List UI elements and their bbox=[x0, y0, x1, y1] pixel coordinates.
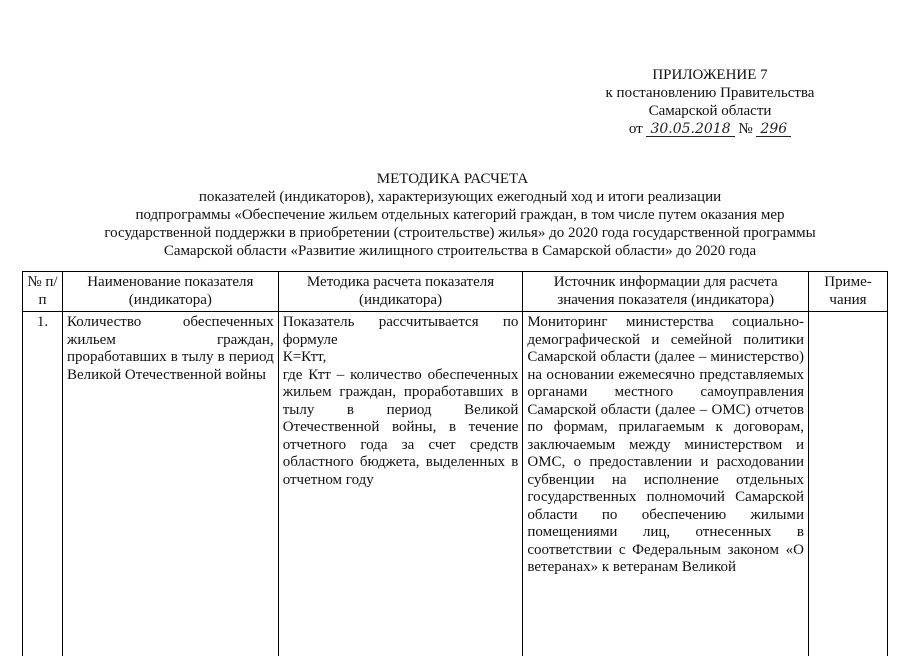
appendix-region: Самарской области bbox=[560, 102, 860, 120]
header-notes: Приме-чания bbox=[809, 272, 888, 312]
method-description: где Ктт – количество обеспеченных жильем граждан, проработавших в тылу в период Великой Отечественной войны, в течение отчетного года за счет средств областного бюджета, выделенных в отчетном году bbox=[283, 367, 519, 488]
header-indicator-name: Наименование показателя (индикатора) bbox=[62, 272, 278, 312]
handwritten-date: 30.05.2018 bbox=[646, 122, 734, 137]
date-prefix: от bbox=[629, 121, 643, 137]
header-source: Источник информации для расчета значения показателя (индикатора) bbox=[523, 272, 809, 312]
header-num: № п/п bbox=[23, 272, 63, 312]
subtitle-line: государственной поддержки в приобретении (строительстве) жилья» до 2020 года государственной программы bbox=[40, 224, 880, 242]
method-formula: К=Ктт, bbox=[283, 349, 519, 367]
method-cell bbox=[278, 312, 523, 656]
appendix-decree-ref: к постановлению Правительства bbox=[560, 84, 860, 102]
header-method: Методика расчета показателя (индикатора) bbox=[278, 272, 523, 312]
appendix-date-line bbox=[560, 120, 860, 138]
appendix-block bbox=[560, 66, 860, 138]
row-number: 1. bbox=[23, 312, 63, 656]
method-intro: Показатель рассчитывается по формуле bbox=[283, 314, 519, 348]
table-header-row bbox=[23, 272, 888, 312]
notes-cell bbox=[809, 312, 888, 656]
methodology-table bbox=[22, 271, 888, 656]
subtitle-line: подпрограммы «Обеспечение жильем отдельных категорий граждан, в том числе путем оказания мер bbox=[40, 206, 880, 224]
indicator-name-cell: Количество обеспеченных жильем граждан, проработавших в тылу в период Великой Отечественной войны bbox=[62, 312, 278, 656]
subtitle-line: показателей (индикаторов), характеризующих ежегодный ход и итоги реализации bbox=[40, 188, 880, 206]
subtitle-line: Самарской области «Развитие жилищного строительства в Самарской области» до 2020 года bbox=[40, 242, 880, 260]
table-row bbox=[23, 312, 888, 656]
document-title: МЕТОДИКА РАСЧЕТА bbox=[0, 170, 905, 188]
document-subtitle bbox=[40, 188, 880, 260]
source-cell: Мониторинг министерства социально-демографической и семейной политики Самарской области (далее – министерство) на основании ежемесячно представляемых органами местного самоуправления Самарской области (далее – ОМС) отчетов по формам, прилагаемым к договорам, заключаемым между министерством и ОМС, о предоставлении и расходовании субвенции на исполнение отдельных государственных полномочий Самарской области по обеспечению жилыми помещениями лиц, отнесенных в соответствии с Федеральным законом «О ветеранах» к ветеранам Великой bbox=[523, 312, 809, 656]
number-prefix: № bbox=[738, 121, 752, 137]
handwritten-number: 296 bbox=[756, 122, 791, 137]
appendix-number: ПРИЛОЖЕНИЕ 7 bbox=[560, 66, 860, 84]
